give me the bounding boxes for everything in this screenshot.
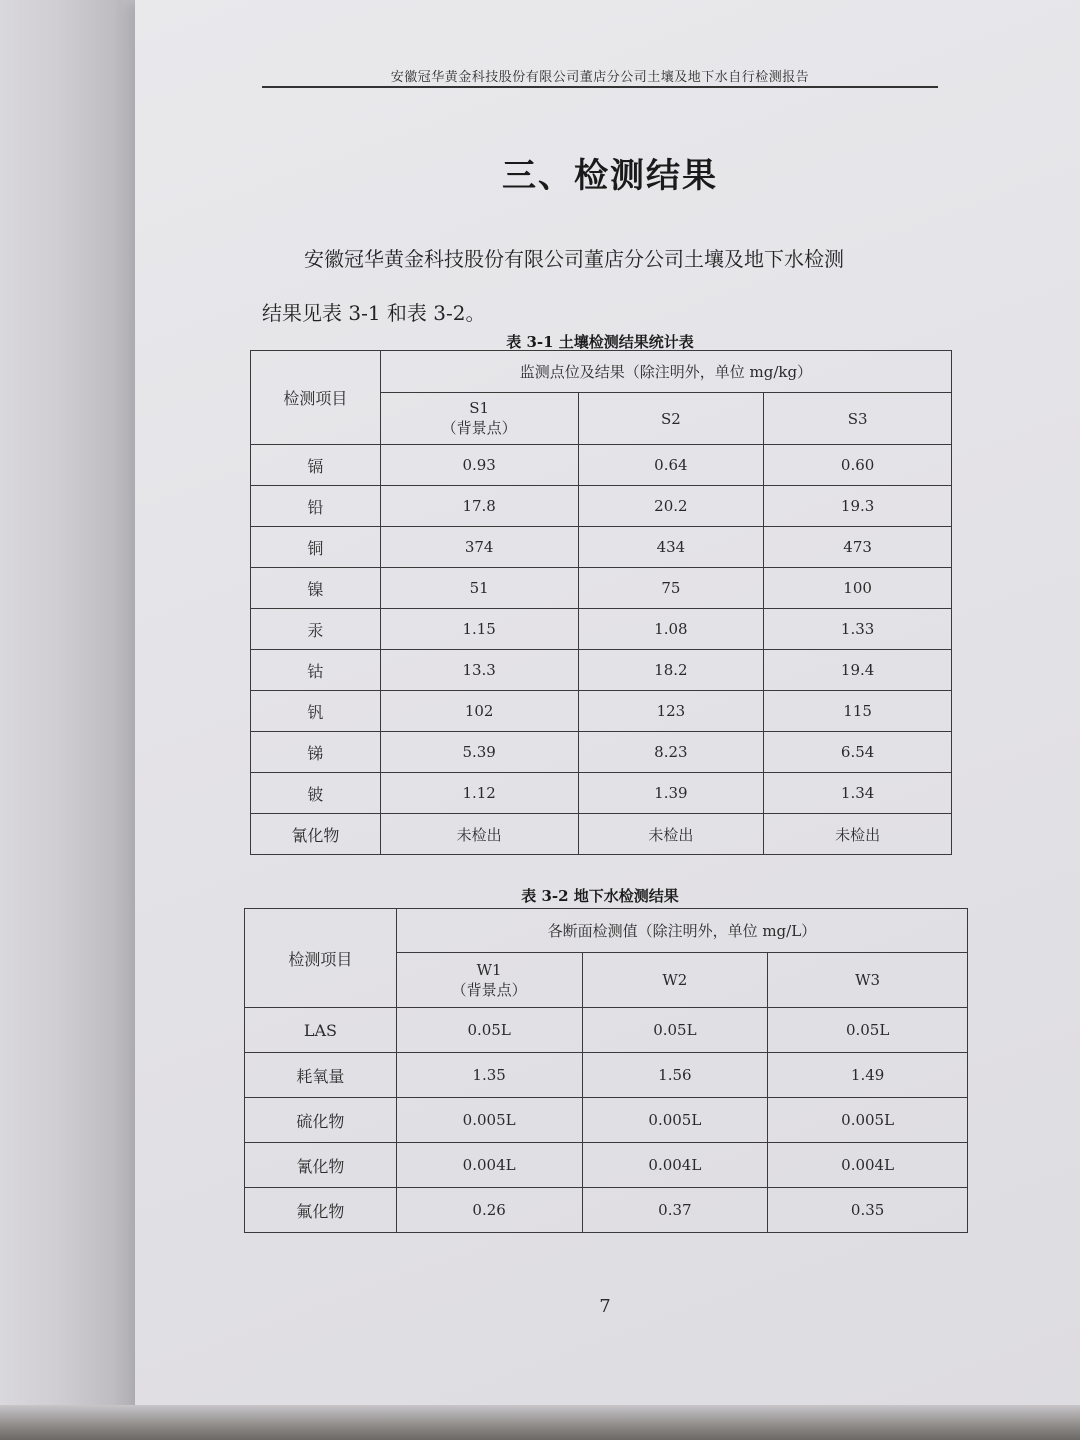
table-cell: 100	[764, 568, 952, 609]
table-cell: 123	[578, 691, 764, 732]
table-row	[251, 527, 952, 568]
table-cell: 未检出	[578, 814, 764, 855]
intro-line-2: 结果见表 3-1 和表 3-2。	[262, 301, 486, 325]
table-cell: 5.39	[380, 732, 578, 773]
intro-text-1: 安徽冠华黄金科技股份有限公司董店分公司土壤及地下水检测	[304, 247, 844, 271]
table-cell: 0.005L	[768, 1098, 968, 1143]
page-number: 7	[599, 1296, 611, 1317]
table-row	[245, 1143, 968, 1188]
table-cell: 115	[764, 691, 952, 732]
table-cell: 1.12	[380, 773, 578, 814]
table-row	[251, 445, 952, 486]
header-rule	[262, 86, 938, 88]
table1-column-header	[764, 393, 952, 445]
table-row	[251, 814, 952, 855]
row-item-label: 铅	[251, 486, 381, 527]
table-cell: 0.37	[582, 1188, 768, 1233]
intro-line-1	[262, 232, 942, 286]
column-name: S2	[660, 409, 681, 428]
table-cell: 1.34	[764, 773, 952, 814]
row-item-label: 锑	[251, 732, 381, 773]
table-cell: 0.005L	[396, 1098, 582, 1143]
soil-results-table	[250, 350, 952, 855]
column-name: W3	[855, 971, 881, 989]
column-note: （背景点）	[451, 980, 527, 999]
table-row	[251, 691, 952, 732]
table-cell: 1.49	[768, 1053, 968, 1098]
table-cell: 0.60	[764, 445, 952, 486]
row-item-label: 铜	[251, 527, 381, 568]
table-cell: 1.56	[582, 1053, 768, 1098]
running-header: 安徽冠华黄金科技股份有限公司董店分公司土壤及地下水自行检测报告	[390, 70, 810, 85]
groundwater-results-table	[244, 908, 968, 1233]
table-row	[245, 1008, 968, 1053]
table2-group-header: 各断面检测值（除注明外，单位 mg/L）	[396, 909, 967, 953]
table-cell: 0.35	[768, 1188, 968, 1233]
table1-column-header	[380, 393, 578, 445]
row-item-label: 氟化物	[245, 1188, 397, 1233]
row-item-label: 镉	[251, 445, 381, 486]
table-cell: 102	[380, 691, 578, 732]
table-cell: 18.2	[578, 650, 764, 691]
intro-paragraph	[262, 232, 942, 340]
table-row	[245, 1188, 968, 1233]
table1-column-header	[578, 393, 764, 445]
table-cell: 13.3	[380, 650, 578, 691]
table-cell: 51	[380, 568, 578, 609]
table-cell: 8.23	[578, 732, 764, 773]
column-name: S3	[847, 409, 868, 428]
table-cell: 0.64	[578, 445, 764, 486]
table2-column-header	[582, 953, 768, 1008]
table-cell: 20.2	[578, 486, 764, 527]
section-title: 三、检测结果	[502, 156, 718, 196]
table-cell: 473	[764, 527, 952, 568]
table-cell: 434	[578, 527, 764, 568]
table-cell: 0.05L	[768, 1008, 968, 1053]
row-item-label: 铍	[251, 773, 381, 814]
table-cell: 未检出	[764, 814, 952, 855]
table2-item-header: 检测项目	[245, 909, 397, 1008]
table-cell: 75	[578, 568, 764, 609]
table-cell: 0.05L	[396, 1008, 582, 1053]
column-name: W2	[662, 971, 688, 989]
table-cell: 1.39	[578, 773, 764, 814]
column-name: W1	[476, 960, 502, 979]
table-cell: 374	[380, 527, 578, 568]
table-cell: 1.15	[380, 609, 578, 650]
table-cell: 0.004L	[582, 1143, 768, 1188]
row-item-label: LAS	[245, 1008, 397, 1053]
table-row	[251, 732, 952, 773]
table-cell: 0.05L	[582, 1008, 768, 1053]
table-row	[251, 609, 952, 650]
table-row	[251, 486, 952, 527]
row-item-label: 汞	[251, 609, 381, 650]
column-name: S1	[469, 399, 490, 417]
page-edge-shadow	[0, 1405, 1080, 1440]
row-item-label: 氰化物	[251, 814, 381, 855]
table1-group-header: 监测点位及结果（除注明外，单位 mg/kg）	[380, 351, 951, 393]
table-cell: 0.004L	[396, 1143, 582, 1188]
row-item-label: 钒	[251, 691, 381, 732]
row-item-label: 钴	[251, 650, 381, 691]
table-cell: 1.08	[578, 609, 764, 650]
column-note: （背景点）	[441, 419, 517, 437]
table-cell: 未检出	[380, 814, 578, 855]
table2-column-header	[396, 953, 582, 1008]
table-cell: 0.93	[380, 445, 578, 486]
row-item-label: 镍	[251, 568, 381, 609]
row-item-label: 耗氧量	[245, 1053, 397, 1098]
table1-item-header: 检测项目	[251, 351, 381, 445]
table2-title: 表 3-2 地下水检测结果	[521, 887, 679, 905]
table-row	[245, 1053, 968, 1098]
row-item-label: 硫化物	[245, 1098, 397, 1143]
table-cell: 19.3	[764, 486, 952, 527]
table1-title: 表 3-1 土壤检测结果统计表	[506, 333, 694, 351]
row-item-label: 氰化物	[245, 1143, 397, 1188]
table-cell: 17.8	[380, 486, 578, 527]
table-cell: 1.35	[396, 1053, 582, 1098]
table-row	[245, 1098, 968, 1143]
table-cell: 19.4	[764, 650, 952, 691]
table-cell: 0.005L	[582, 1098, 768, 1143]
table-cell: 0.26	[396, 1188, 582, 1233]
table2-column-header	[768, 953, 968, 1008]
table-row	[251, 568, 952, 609]
table-cell: 1.33	[764, 609, 952, 650]
table-cell: 0.004L	[768, 1143, 968, 1188]
table-row	[251, 773, 952, 814]
table-cell: 6.54	[764, 732, 952, 773]
table-row	[251, 650, 952, 691]
